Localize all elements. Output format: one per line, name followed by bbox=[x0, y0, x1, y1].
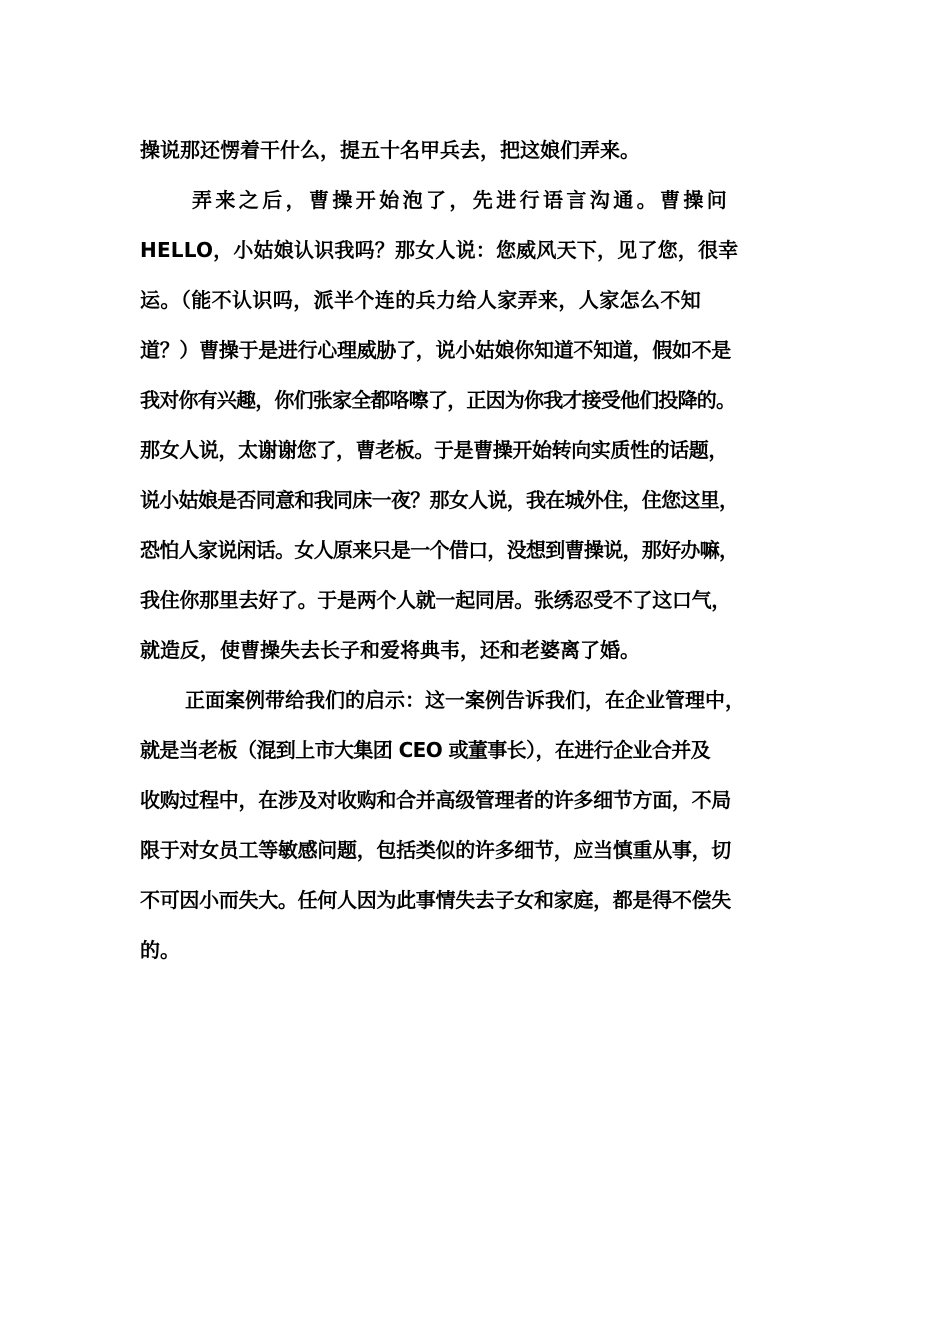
text-line: 运。（能不认识吗，派半个连的兵力给人家弄来，人家怎么不知 bbox=[140, 288, 702, 312]
text-line: 的。 bbox=[140, 938, 180, 962]
text-line: HELLO，小姑娘认识我吗？那女人说：您威风天下，见了您，很幸 bbox=[140, 238, 739, 262]
text-line: 不可因小而失大。任何人因为此事情失去子女和家庭，都是得不偿失 bbox=[140, 888, 731, 912]
text-line: 说小姑娘是否同意和我同床一夜？那女人说，我在城外住，住您这里， bbox=[140, 488, 739, 512]
text-line: 收购过程中，在涉及对收购和合并高级管理者的许多细节方面，不局 bbox=[140, 788, 731, 812]
text-line: 弄来之后，曹操开始泡了，先进行语言沟通。曹操问 bbox=[192, 188, 731, 212]
text-line: 正面案例带给我们的启示：这一案例告诉我们，在企业管理中， bbox=[185, 688, 745, 712]
text-line: 恐怕人家说闲话。女人原来只是一个借口，没想到曹操说，那好办嘛， bbox=[140, 538, 739, 562]
text-line: 限于对女员工等敏感问题，包括类似的许多细节，应当慎重从事，切 bbox=[140, 838, 731, 862]
text-line: 就是当老板（混到上市大集团 CEO 或董事长），在进行企业合并及 bbox=[140, 738, 711, 762]
text-line: 我对你有兴趣，你们张家全都咯嚓了，正因为你我才接受他们投降的。 bbox=[140, 388, 736, 412]
text-line: 我住你那里去好了。于是两个人就一起同居。张绣忍受不了这口气， bbox=[140, 588, 731, 612]
text-line: 道？）曹操于是进行心理威胁了，说小姑娘你知道不知道，假如不是 bbox=[140, 338, 731, 362]
text-line: 那女人说，太谢谢您了，曹老板。于是曹操开始转向实质性的话题， bbox=[140, 438, 728, 462]
text-line: 就造反，使曹操失去长子和爱将典韦，还和老婆离了婚。 bbox=[140, 638, 640, 662]
text-line: 操说那还愣着干什么，提五十名甲兵去，把这娘们弄来。 bbox=[140, 138, 640, 162]
